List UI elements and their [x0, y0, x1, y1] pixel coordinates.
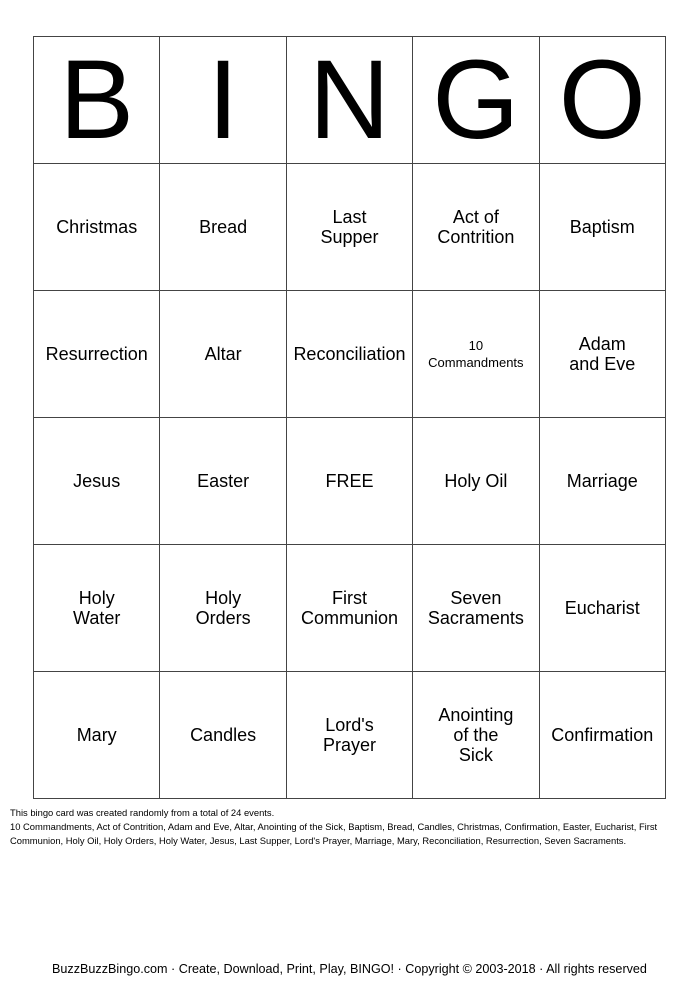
- bingo-card: [33, 36, 666, 799]
- card-cell: Last Supper: [286, 164, 412, 291]
- card-cell: Bread: [160, 164, 286, 291]
- card-row: [34, 672, 666, 799]
- header-letter: B: [34, 37, 160, 164]
- card-cell: Confirmation: [539, 672, 665, 799]
- card-cell: Lord's Prayer: [286, 672, 412, 799]
- header-letter: G: [413, 37, 539, 164]
- card-cell: Seven Sacraments: [413, 545, 539, 672]
- card-cell: Holy Water: [34, 545, 160, 672]
- card-row: [34, 545, 666, 672]
- card-cell: Easter: [160, 418, 286, 545]
- card-cell: Eucharist: [539, 545, 665, 672]
- header-letter: N: [286, 37, 412, 164]
- card-cell: Baptism: [539, 164, 665, 291]
- header-row: [34, 37, 666, 164]
- note-events-list: 10 Commandments, Act of Contrition, Adam and Eve, Altar, Anointing of the Sick, Baptism, Bread, Candles, Christmas, Confirmation, Easter, Eucharist, First Communion, Holy Oil, Holy Orders, Holy Water, Jesus, Last Supper, Lord's Prayer, Marriage, Mary, Reconciliation, Resurrection, Seven Sacraments.: [10, 821, 658, 846]
- card-cell: Christmas: [34, 164, 160, 291]
- card-cell: Resurrection: [34, 291, 160, 418]
- header-letter: I: [160, 37, 286, 164]
- card-row: [34, 164, 666, 291]
- card-cell: Adam and Eve: [539, 291, 665, 418]
- card-note: [10, 806, 690, 848]
- card-cell: Holy Orders: [160, 545, 286, 672]
- note-summary: This bingo card was created randomly from a total of 24 events.: [10, 807, 275, 818]
- card-cell: Candles: [160, 672, 286, 799]
- card-cell: Mary: [34, 672, 160, 799]
- card-cell: Anointing of the Sick: [413, 672, 539, 799]
- card-cell: First Communion: [286, 545, 412, 672]
- header-letter: O: [539, 37, 665, 164]
- card-cell: Altar: [160, 291, 286, 418]
- card-cell: Reconciliation: [286, 291, 412, 418]
- card-cell: Jesus: [34, 418, 160, 545]
- footer: BuzzBuzzBingo.com · Create, Download, Print, Play, BINGO! · Copyright © 2003-2018 · All rights reserved: [52, 962, 647, 976]
- card-cell: 10 Commandments: [413, 291, 539, 418]
- card-cell: Act of Contrition: [413, 164, 539, 291]
- card-cell: Marriage: [539, 418, 665, 545]
- free-cell: FREE: [286, 418, 412, 545]
- card-row: [34, 418, 666, 545]
- card-row: [34, 291, 666, 418]
- card-cell: Holy Oil: [413, 418, 539, 545]
